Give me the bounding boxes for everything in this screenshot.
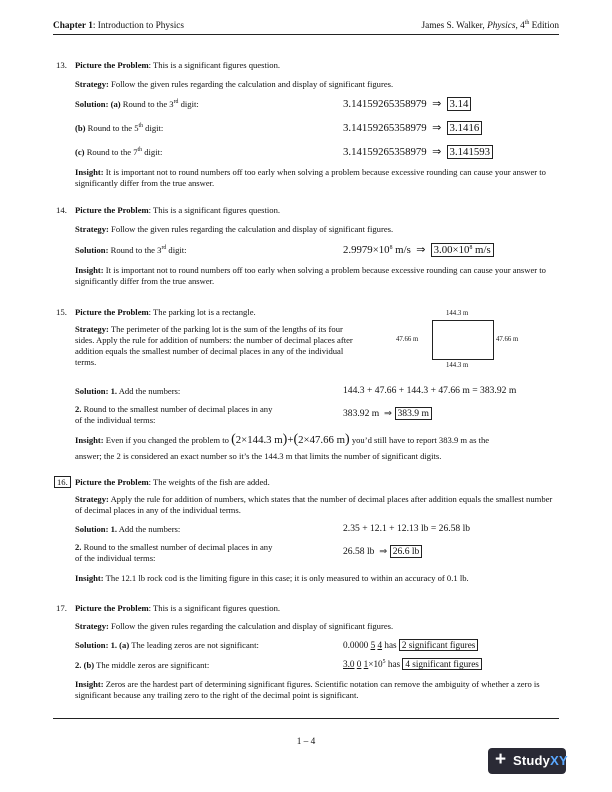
sig-digit: 3: [343, 659, 348, 669]
problem-15-number: 15.: [56, 307, 67, 317]
brand-accent: XY: [550, 753, 568, 768]
boxed-result: 3.1416: [447, 121, 483, 135]
part-label: (b): [75, 123, 86, 133]
strategy-label: Strategy:: [75, 224, 109, 234]
problem-14-math: [343, 243, 494, 256]
problem-label: Picture the Problem: [75, 205, 149, 215]
problem-13-a-math: [343, 97, 471, 110]
running-header-right: James S. Walker, Physics, 4th Edition: [421, 20, 559, 31]
chapter-label: Chapter 1: [53, 21, 93, 31]
step-text: Round to the smallest number of decimal places in any of the individual terms:: [75, 404, 273, 425]
value: 26.58 lb: [343, 546, 375, 557]
part-text-post: digit:: [143, 123, 164, 133]
problem-16-strategy: [75, 494, 557, 516]
diagram-top-label: 144.3 m: [446, 310, 469, 317]
insight-label: Insight:: [75, 167, 104, 177]
problem-15-insight-line1: [75, 432, 489, 448]
problem-16-step2-math: [343, 546, 422, 557]
decimal-point: .: [347, 659, 350, 669]
author: James S. Walker,: [421, 21, 488, 31]
edition-number: 4: [520, 21, 525, 31]
boxed-result: 4 significant figures: [402, 658, 481, 670]
value: 3.14159265358979: [343, 146, 427, 158]
problem-13-part-a: [75, 99, 199, 109]
value: 383.92 m: [343, 408, 380, 419]
running-header-left: [53, 21, 184, 31]
boxed-number: 16.: [54, 476, 71, 488]
part-text: Round to the 5: [85, 123, 139, 133]
problem-15-step2: [75, 404, 275, 426]
part-label: 2. (b): [75, 660, 95, 670]
has-word: has: [382, 640, 399, 650]
insight-math-2: 2×47.66 m: [298, 434, 345, 446]
problem-label: Picture the Problem: [75, 477, 149, 487]
problem-label: Picture the Problem: [75, 60, 149, 70]
problem-13-b-math: [343, 121, 482, 134]
problem-15-statement: [75, 307, 256, 317]
sig-digit: 0: [349, 659, 355, 669]
problem-13-strategy: [75, 79, 393, 89]
result-unit: m/s: [472, 244, 491, 256]
problem-13-part-c: [75, 147, 162, 157]
problem-17-b-math: [343, 659, 482, 669]
brand-name: [513, 753, 568, 768]
ordinal: th: [138, 123, 144, 129]
strategy-text: Apply the rule for addition of numbers, which states that the number of decimal places after addition equals the smallest number of decimal places in any of the individual terms.: [75, 494, 553, 515]
part-text-post: digit:: [142, 147, 163, 157]
problem-13-statement: [75, 60, 280, 70]
solution-label: Solution: 1.: [75, 386, 118, 396]
problem-text: : This is a significant figures question.: [148, 205, 281, 215]
strategy-text: Follow the given rules regarding the calculation and display of significant figures.: [108, 224, 394, 234]
studyxy-badge[interactable]: [488, 748, 566, 774]
brand-main: Study: [513, 753, 551, 768]
problem-text: : The parking lot is a rectangle.: [148, 307, 256, 317]
part-text-post: digit:: [178, 99, 199, 109]
problem-16-step1: [75, 524, 180, 534]
problem-14-insight: [75, 265, 557, 287]
part-text: Round to the 3: [120, 99, 174, 109]
problem-17-part-b: [75, 660, 209, 670]
exponent: 5: [382, 659, 386, 665]
problem-text: : This is a significant figures question.: [148, 60, 281, 70]
solution-label: Solution: (a): [75, 99, 121, 109]
problem-15-step1-eq: 144.3 + 47.66 + 144.3 + 47.66 m = 383.92 m: [343, 385, 517, 396]
problem-15-strategy: [75, 324, 357, 368]
header-rule: [53, 34, 559, 35]
solution-label: Solution:: [75, 245, 109, 255]
problem-13-c-math: [343, 145, 493, 158]
strategy-text: The perimeter of the parking lot is the sum of the lengths of its four sides. Apply the rule for addition of numbers: the number of decimal places after addition equals the smallest number of decimal places in any of the individual terms.: [75, 324, 353, 367]
problem-14-statement: [75, 205, 280, 215]
insight-label: Insight:: [75, 265, 104, 275]
problem-15-step1: [75, 386, 180, 396]
arrow-icon: ⇒: [384, 408, 393, 419]
strategy-label: Strategy:: [75, 494, 109, 504]
problem-17-number: 17.: [56, 603, 67, 613]
problem-text: : The weights of the fish are added.: [148, 477, 270, 487]
boxed-result: 3.141593: [447, 145, 494, 159]
problem-16-statement: [75, 477, 270, 487]
step-text: Add the numbers:: [117, 524, 181, 534]
boxed-result: 26.6 lb: [390, 545, 423, 558]
problem-17-part-a: [75, 640, 259, 650]
value-exponent: 8: [389, 245, 393, 251]
problem-17-a-math: [343, 640, 478, 650]
step-text: Add the numbers:: [117, 386, 181, 396]
problem-17-statement: [75, 603, 280, 613]
problem-14-number: 14.: [56, 205, 67, 215]
result-base: 3.00×10: [433, 244, 470, 256]
arrow-icon: ⇒: [432, 146, 442, 158]
solution-label: Solution: 1.: [75, 524, 118, 534]
edition-rest: Edition: [529, 21, 559, 31]
ordinal: rd: [161, 245, 167, 251]
insight-plus: +: [287, 434, 294, 446]
part-text: The leading zeros are not significant:: [129, 640, 259, 650]
sig-digit: 1: [363, 659, 369, 669]
has-word: has: [385, 659, 403, 669]
times-ten: ×10: [368, 659, 383, 669]
problem-label: Picture the Problem: [75, 307, 149, 317]
arrow-icon: ⇒: [416, 244, 426, 256]
diagram-bottom-label: 144.3 m: [446, 362, 469, 369]
insight-text: Even if you changed the problem to: [103, 435, 232, 445]
ordinal: th: [137, 147, 143, 153]
value: 3.14159265358979: [343, 122, 427, 134]
parking-lot-rectangle: [432, 320, 494, 360]
problem-13-part-b: [75, 123, 163, 133]
part-text: The middle zeros are significant:: [94, 660, 210, 670]
strategy-label: Strategy:: [75, 621, 109, 631]
problem-label: Picture the Problem: [75, 603, 149, 613]
diagram-left-label: 47.66 m: [396, 336, 419, 343]
solution-text: Round to the 3: [108, 245, 162, 255]
strategy-text: Follow the given rules regarding the calculation and display of significant figures.: [108, 621, 394, 631]
sig-digit: 4: [377, 640, 383, 650]
insight-text-post: you’d still have to report 383.9 m as the: [349, 435, 490, 445]
step-label: 2.: [75, 404, 82, 414]
arrow-icon: ⇒: [379, 546, 388, 557]
arrow-icon: ⇒: [432, 122, 442, 134]
problem-13-number: 13.: [56, 60, 67, 70]
value-pre: 0.0000: [343, 640, 371, 650]
problem-16-step1-eq: 2.35 + 12.1 + 12.13 lb = 26.58 lb: [343, 523, 471, 534]
paren-close: ): [345, 432, 350, 447]
part-text: Round to the 7: [84, 147, 138, 157]
edition-ordinal: th: [524, 20, 530, 26]
step-label: 2.: [75, 542, 82, 552]
insight-label: Insight:: [75, 573, 104, 583]
insight-math-1: 2×144.3 m: [235, 434, 283, 446]
paren-open: (: [231, 432, 236, 447]
boxed-result: 3.14: [447, 97, 472, 111]
value-base: 2.9979×10: [343, 244, 390, 256]
problem-13-insight: [75, 167, 557, 189]
arrow-icon: ⇒: [432, 98, 442, 110]
solution-text-post: digit:: [166, 245, 187, 255]
step-text: Round to the smallest number of decimal places in any of the individual terms:: [75, 542, 273, 563]
paren-close: ): [282, 432, 288, 447]
insight-text: The 12.1 lb rock cod is the limiting figure in this case; it is only measured to within an accuracy of 0.1 lb.: [103, 573, 469, 583]
footer-rule: [53, 718, 559, 719]
value-unit: m/s: [392, 244, 411, 256]
strategy-label: Strategy:: [75, 324, 109, 334]
chapter-title: : Introduction to Physics: [92, 21, 185, 31]
problem-17-strategy: [75, 621, 393, 631]
insight-label: Insight:: [75, 679, 104, 689]
strategy-text: Follow the given rules regarding the calculation and display of significant figures.: [108, 79, 394, 89]
problem-16-step2: [75, 542, 275, 564]
plus-icon: +: [495, 749, 507, 770]
insight-text: It is important not to round numbers off too early when solving a problem because excessive rounding can cause your answer to significantly differ from the true answer.: [75, 265, 546, 286]
sig-digit: 0: [356, 659, 362, 669]
part-label: (c): [75, 147, 85, 157]
insight-text: It is important not to round numbers off too early when solving a problem because excessive rounding can cause your answer to significantly differ from the true answer.: [75, 167, 546, 188]
boxed-result: 2 significant figures: [399, 639, 478, 651]
problem-16-insight: [75, 573, 469, 583]
problem-14-strategy: [75, 224, 393, 234]
diagram-right-label: 47.66 m: [496, 336, 519, 343]
ordinal: rd: [173, 99, 179, 105]
solution-label: Solution: 1. (a): [75, 640, 130, 650]
paren-open: (: [293, 432, 299, 447]
sig-digit: 5: [370, 640, 376, 650]
boxed-result: [431, 243, 494, 257]
page-number: 1 – 4: [296, 737, 316, 747]
strategy-label: Strategy:: [75, 79, 109, 89]
book-title: Physics: [487, 21, 516, 31]
insight-text: Zeros are the hardest part of determining significant figures. Scientific notation can remove the ambiguity of whether a zero is significant because any trailing zero to the right of the decimal point is significant.: [75, 679, 540, 700]
boxed-result: 383.9 m: [395, 407, 432, 420]
problem-16-number: [54, 477, 71, 487]
value: 3.14159265358979: [343, 98, 427, 110]
problem-14-solution: [75, 245, 187, 255]
problem-text: : This is a significant figures question.: [148, 603, 281, 613]
problem-15-insight-line2: answer; the 2 is considered an exact number so it’s the 144.3 m that limits the number of significant digits.: [75, 451, 442, 461]
problem-17-insight: [75, 679, 557, 701]
problem-15-step2-math: [343, 408, 432, 419]
result-exponent: 8: [469, 245, 473, 251]
insight-label: Insight:: [75, 435, 104, 445]
